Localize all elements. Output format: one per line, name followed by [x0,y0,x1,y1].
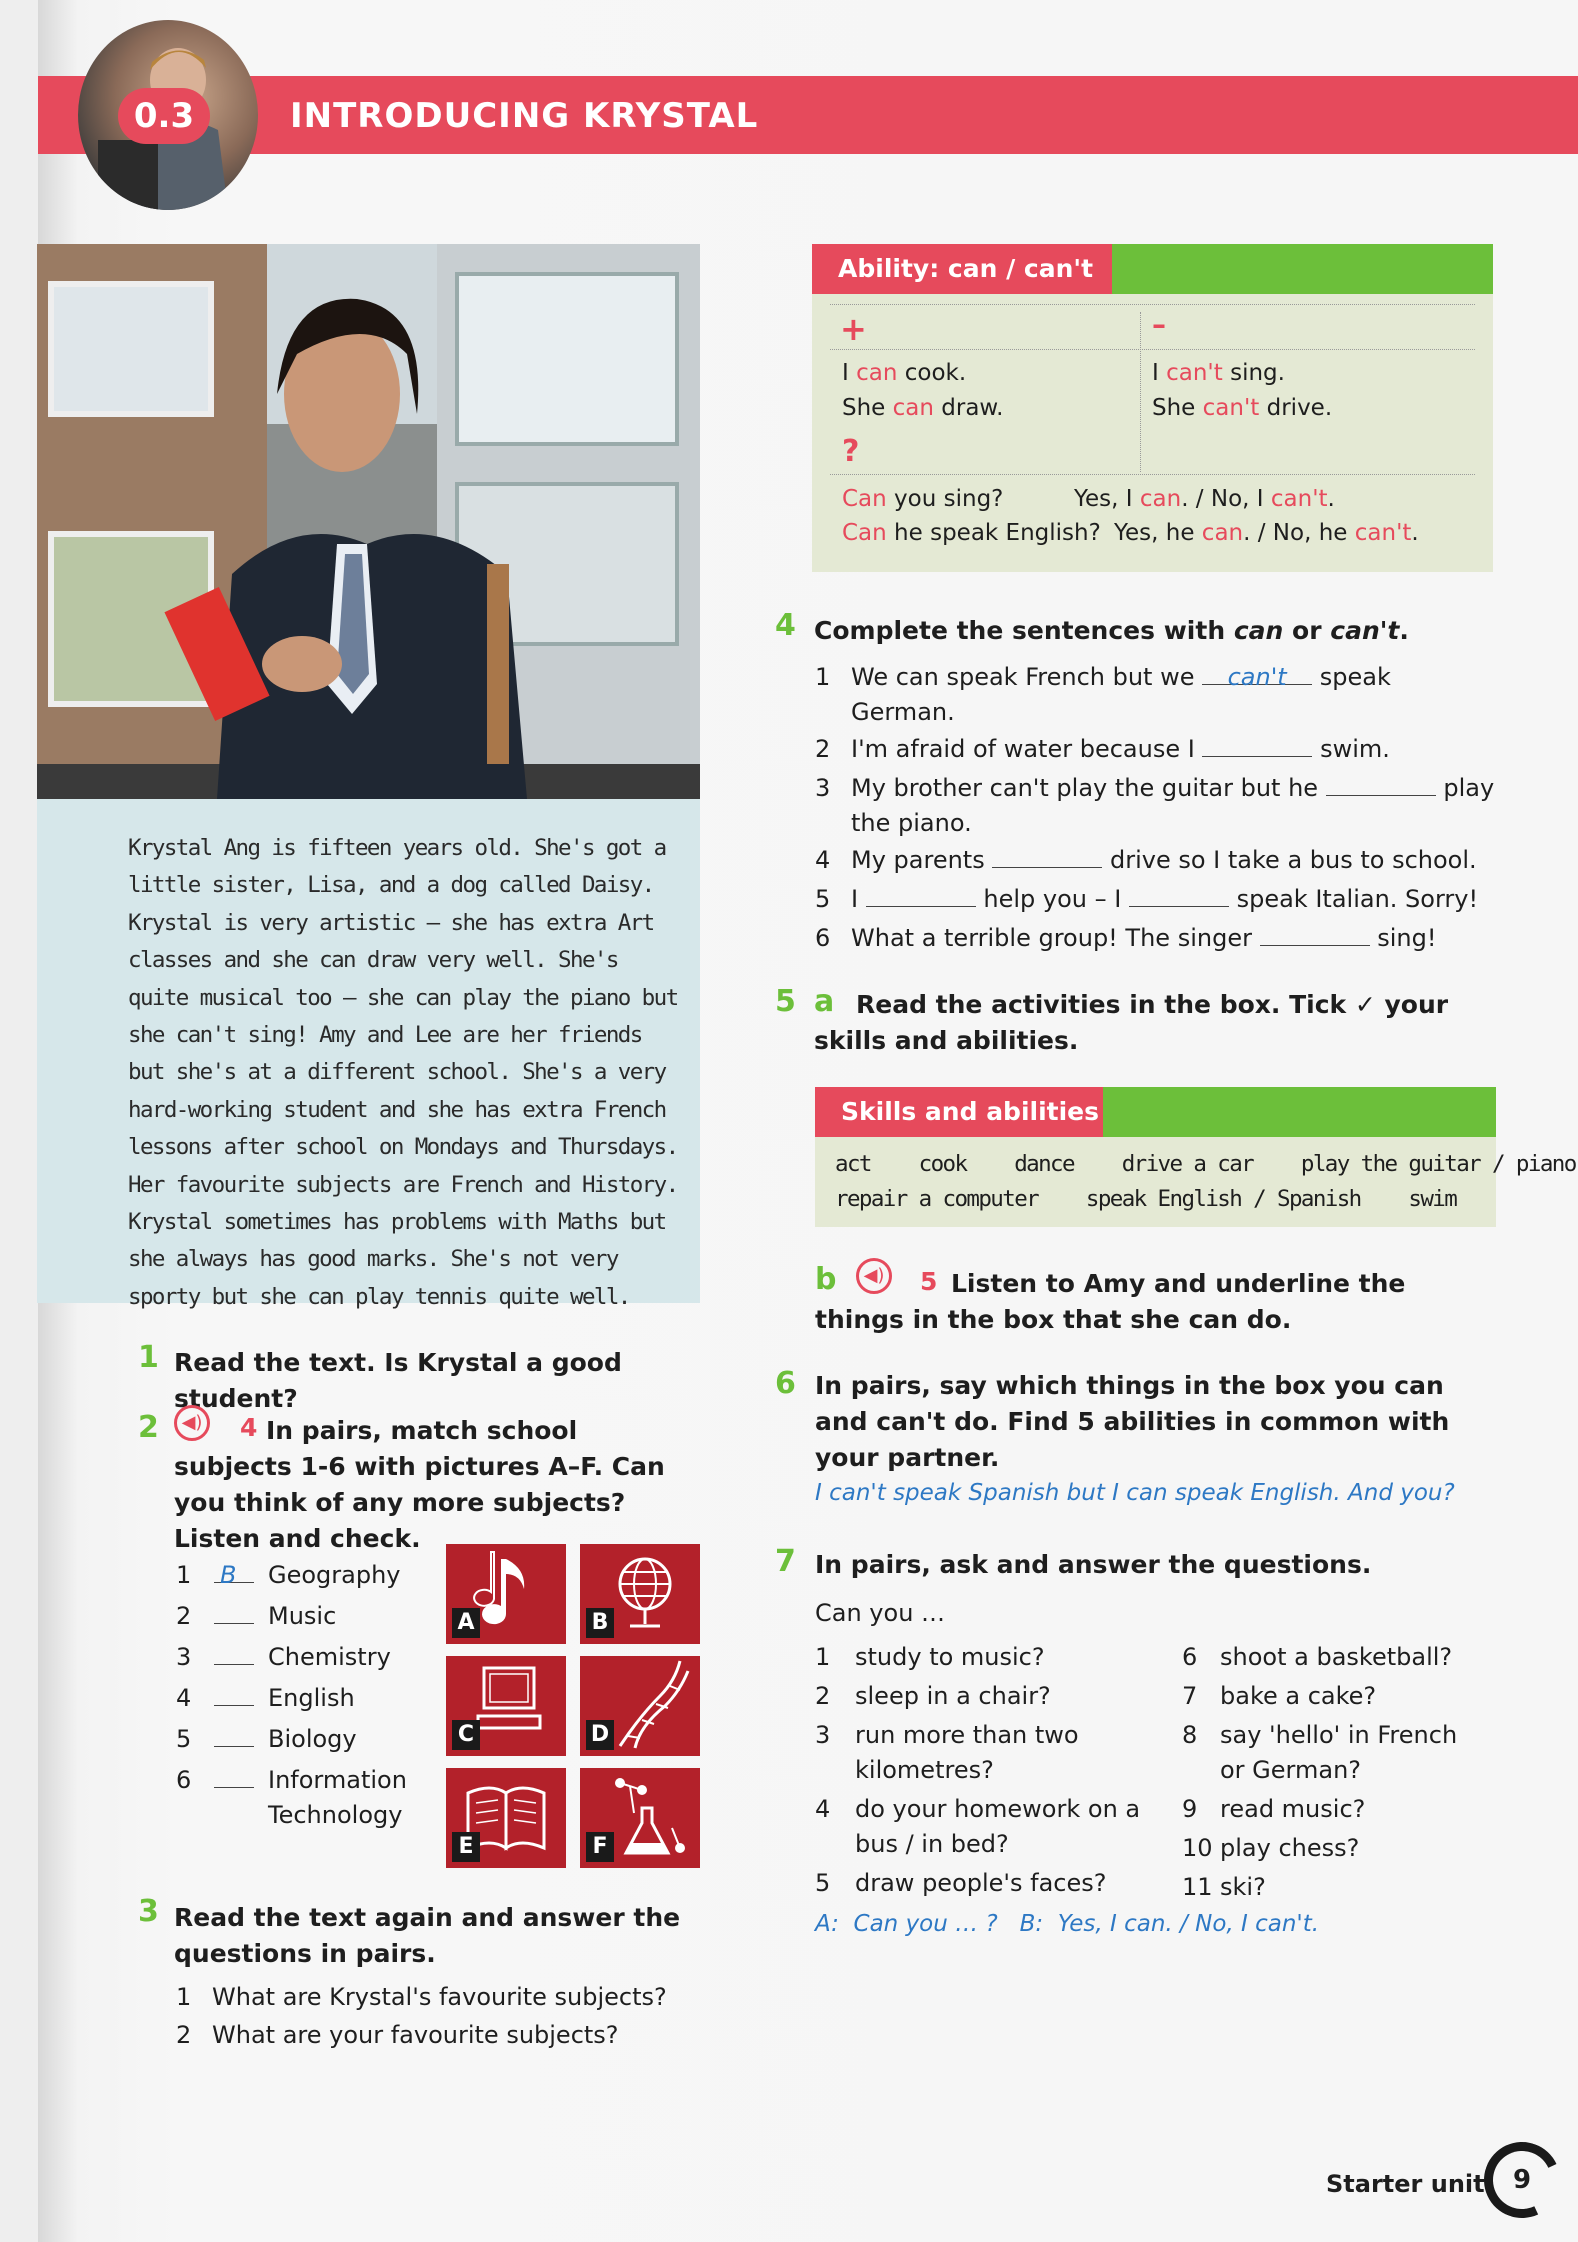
picture-e: E [446,1768,566,1868]
skills-line-2: repair a computer speak English / Spanish swim [835,1186,1457,1212]
ex4-item-5: 5 I help you – I speak Italian. Sorry! [815,882,1495,917]
exercise-5a-title: Read the activities in the box. Tick ✓ your skills and abilities. [814,990,1449,1055]
exercise-6-number: 6 [775,1366,796,1401]
minus-sign: – [1152,308,1166,341]
exercise-3-title: Read the text again and answer the questions in pairs. [174,1903,681,1968]
picture-a: A [446,1544,566,1644]
exercise-5b-letter: b [815,1262,837,1297]
answer-blank[interactable]: can't [1202,660,1312,685]
list-item: 5 draw people's faces? [815,1869,1107,1897]
list-item: 2 Music [176,1599,426,1640]
list-item: 1 B Geography [176,1558,426,1599]
positive-line: She can draw. [842,395,1004,421]
list-item: 9 read music? [1182,1795,1366,1823]
list-item: 5 Biology [176,1722,426,1763]
track-number: 4 [240,1413,258,1442]
exercise-4-number: 4 [775,608,796,643]
answer-blank[interactable] [1202,732,1312,757]
subject-pictures-grid [446,1544,704,1874]
divider [830,349,1475,350]
exercise-7-dialog: A: Can you … ? B: Yes, I can. / No, I can't. [815,1911,1320,1937]
answer-blank[interactable] [214,1681,254,1706]
grammar-box [812,244,1493,572]
answer-blank[interactable] [1326,771,1436,796]
picture-c: C [446,1656,566,1756]
exercise-7-intro: Can you … [815,1599,946,1627]
picture-b: B [580,1544,700,1644]
exercise-1-number: 1 [138,1340,159,1375]
list-item: 4 English [176,1681,426,1722]
answer-blank[interactable] [992,843,1102,868]
page-number: 9 [1512,2165,1532,2195]
negative-line: She can't drive. [1152,395,1333,421]
reading-text: Krystal Ang is fifteen years old. She's got a little sister, Lisa, and a dog called Daisy. Krystal is very artistic – she has extra Art classes and she can draw very well. She's quite musical too – she can play the piano but she can't sing! Amy and Lee are her friends but she's at a different school. She's a very hard-working student and she has extra French lessons after school on Mondays and Thursdays. Her favourite subjects are French and History. Krystal sometimes has problems with Maths but she always has good marks. She's not very sporty but she can play tennis quite well. [128,835,678,1310]
question-line: Can you sing? [842,486,1004,512]
exercise-7-title: In pairs, ask and answer the questions. [815,1550,1372,1579]
question-sign: ? [842,434,860,469]
questions-left-column [815,1640,1175,1901]
audio-icon[interactable]: ◀) [174,1405,210,1441]
exercise-5b-title: Listen to Amy and underline the things in the box that she can do. [815,1269,1406,1334]
exercise-1-title: Read the text. Is Krystal a good student? [174,1348,622,1413]
positive-line: I can cook. [842,360,967,386]
audio-icon[interactable]: ◀) [856,1258,892,1294]
list-item: 3 run more than two kilometres? [815,1721,1079,1784]
exercise-2-number: 2 [138,1410,159,1445]
skills-box-header [815,1087,1496,1137]
ex4-item-3: 3 My brother can't play the guitar but he play the piano. [815,771,1495,841]
answer-blank[interactable] [214,1599,254,1624]
list-item: 1 study to music? [815,1643,1045,1671]
page-title: INTRODUCING KRYSTAL [290,96,759,136]
exercise-6-title: In pairs, say which things in the box you can and can't do. Find 5 abilities in common with your partner. [815,1371,1450,1472]
exercise-5-number: 5 [775,984,796,1019]
plus-sign: + [840,310,867,348]
list-item: 8 say 'hello' in French or German? [1182,1721,1458,1784]
section-number: 0.3 [118,88,210,144]
answer-line: Yes, I can. / No, I can't. [1074,486,1335,512]
answer-blank[interactable] [1260,921,1370,946]
skills-box-title: Skills and abilities [815,1087,1103,1137]
exercise-3-number: 3 [138,1894,159,1929]
list-item: 3 Chemistry [176,1640,426,1681]
answer-line: Yes, he can. / No, he can't. [1114,520,1419,546]
ex4-item-2: 2 I'm afraid of water because I swim. [815,732,1495,767]
section-banner [38,76,1578,154]
ex4-item-1: 1 We can speak French but we can't speak German. [815,660,1495,730]
exercise-7-number: 7 [775,1544,796,1579]
header-bar [1112,244,1493,294]
answer-blank[interactable] [214,1763,254,1788]
negative-line: I can't sing. [1152,360,1285,386]
krystal-photo [37,244,700,799]
exercise-6-example: I can't speak Spanish but I can speak English. And you? [815,1480,1455,1506]
answer-blank[interactable] [214,1640,254,1665]
questions-right-column [1182,1640,1502,1905]
list-item: 6 shoot a basketball? [1182,1643,1453,1671]
header-bar [1103,1087,1496,1137]
picture-f: F [580,1768,700,1868]
list-item: 11 ski? [1182,1873,1266,1901]
list-item: 4 do your homework on a bus / in bed? [815,1795,1141,1858]
list-item: 7 bake a cake? [1182,1682,1377,1710]
grammar-box-title: Ability: can / can't [812,244,1112,294]
question-line: Can he speak English? [842,520,1101,546]
unit-label: Starter unit [1326,2170,1485,2198]
subjects-list [176,1558,426,1833]
picture-d: D [580,1656,700,1756]
skills-box [815,1087,1576,1227]
answer-blank[interactable] [1129,882,1229,907]
list-item: 10 play chess? [1182,1834,1360,1862]
ex4-item-6: 6 What a terrible group! The singer sing! [815,921,1495,956]
divider [830,474,1475,475]
skills-line-1: act cook dance drive a car play the guitar / piano [835,1151,1576,1177]
list-item: 2 What are your favourite subjects? [176,2021,619,2049]
answer-blank[interactable]: B [214,1558,254,1583]
divider [830,304,1475,306]
answer-blank[interactable] [866,882,976,907]
list-item: 2 sleep in a chair? [815,1682,1051,1710]
list-item: 1 What are Krystal's favourite subjects? [176,1983,667,2011]
exercise-5a-letter: a [814,984,835,1019]
divider [1140,312,1142,472]
exercise-2-title: In pairs, match school subjects 1-6 with pictures A–F. Can you think of any more subjects? Listen and check. [174,1416,665,1553]
track-number: 5 [920,1267,938,1296]
answer-blank[interactable] [214,1722,254,1747]
ex4-item-4: 4 My parents drive so I take a bus to school. [815,843,1495,878]
exercise-4-title: Complete the sentences with can or can't. [814,616,1409,645]
list-item: 6 Information Technology [176,1763,426,1833]
grammar-box-header [812,244,1493,294]
